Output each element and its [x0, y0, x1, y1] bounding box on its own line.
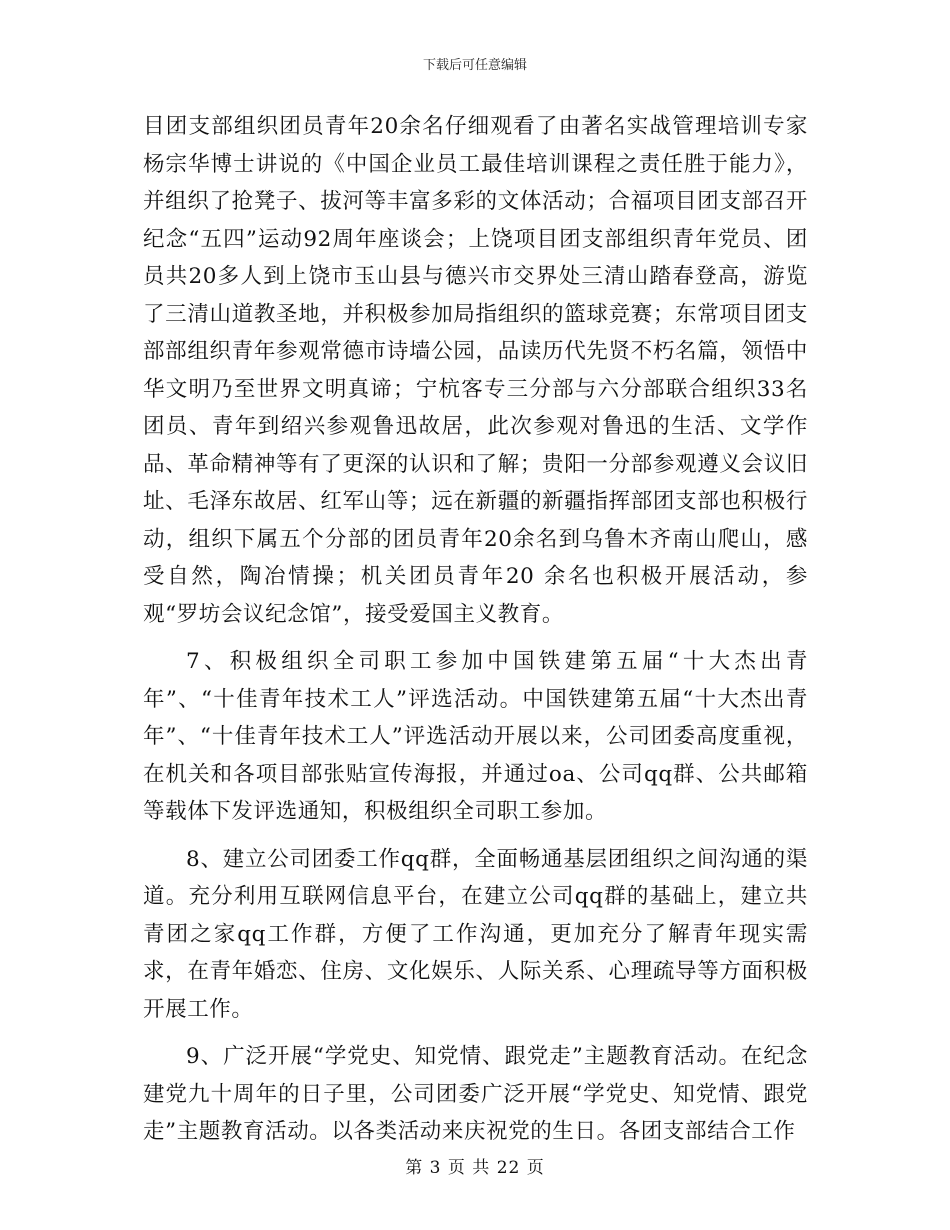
paragraph-item-9: 9、广泛开展“学党史、知党情、跟党走”主题教育活动。在纪念建党九十周年的日子里，公司团委广泛开展“学党史、知党情、跟党走”主题教育活动。以各类活动来庆祝党的生日。各团支部结合工作 — [143, 1044, 808, 1144]
paragraph-item-7: 7、积极组织全司职工参加中国铁建第五届“十大杰出青年”、“十佳青年技术工人”评选活动。中国铁建第五届“十大杰出青年”、“十佳青年技术工人”评选活动开展以来，公司团委高度重视，在机关和各项目部张贴宣传海报，并通过oa、公司qq群、公共邮箱等载体下发评选通知，积极组织全司职工参加。 — [143, 649, 808, 824]
page-header-note: 下载后可任意编辑 — [422, 58, 527, 73]
document-body — [143, 108, 808, 1161]
paragraph-item-8: 8、建立公司团委工作qq群，全面畅通基层团组织之间沟通的渠道。充分利用互联网信息平台，在建立公司qq群的基础上，建立共青团之家qq工作群，方便了工作沟通，更加充分了解青年现实需求，在青年婚恋、住房、文化娱乐、人际关系、心理疏导等方面积极开展工作。 — [143, 846, 808, 1022]
page-number-footer: 第 3 页 共 22 页 — [405, 1158, 545, 1178]
paragraph-activities: 目团支部组织团员青年20余名仔细观看了由著名实战管理培训专家杨宗华博士讲说的《中国企业员工最佳培训课程之责任胜于能力》，并组织了抢凳子、拔河等丰富多彩的文体活动；合福项目团支部召开纪念“五四”运动92周年座谈会；上饶项目团支部组织青年党员、团员共20多人到上饶市玉山县与德兴市交界处三清山踏春登高，游览了三清山道教圣地，并积极参加局指组织的篮球竞赛；东常项目团支部部组织青年参观常德市诗墙公园，品读历代先贤不朽名篇，领悟中华文明乃至世界文明真谛；宁杭客专三分部与六分部联合组织33名团员、青年到绍兴参观鲁迅故居，此次参观对鲁迅的生活、文学作品、革命精神等有了更深的认识和了解；贵阳一分部参观遵义会议旧址、毛泽东故居、红军山等；远在新疆的新疆指挥部团支部也积极行动，组织下属五个分部的团员青年20余名到乌鲁木齐南山爬山，感受自然，陶冶情操；机关团员青年20 余名也积极开展活动，参观“罗坊会议纪念馆”，接受爱国主义教育。 — [143, 114, 808, 627]
